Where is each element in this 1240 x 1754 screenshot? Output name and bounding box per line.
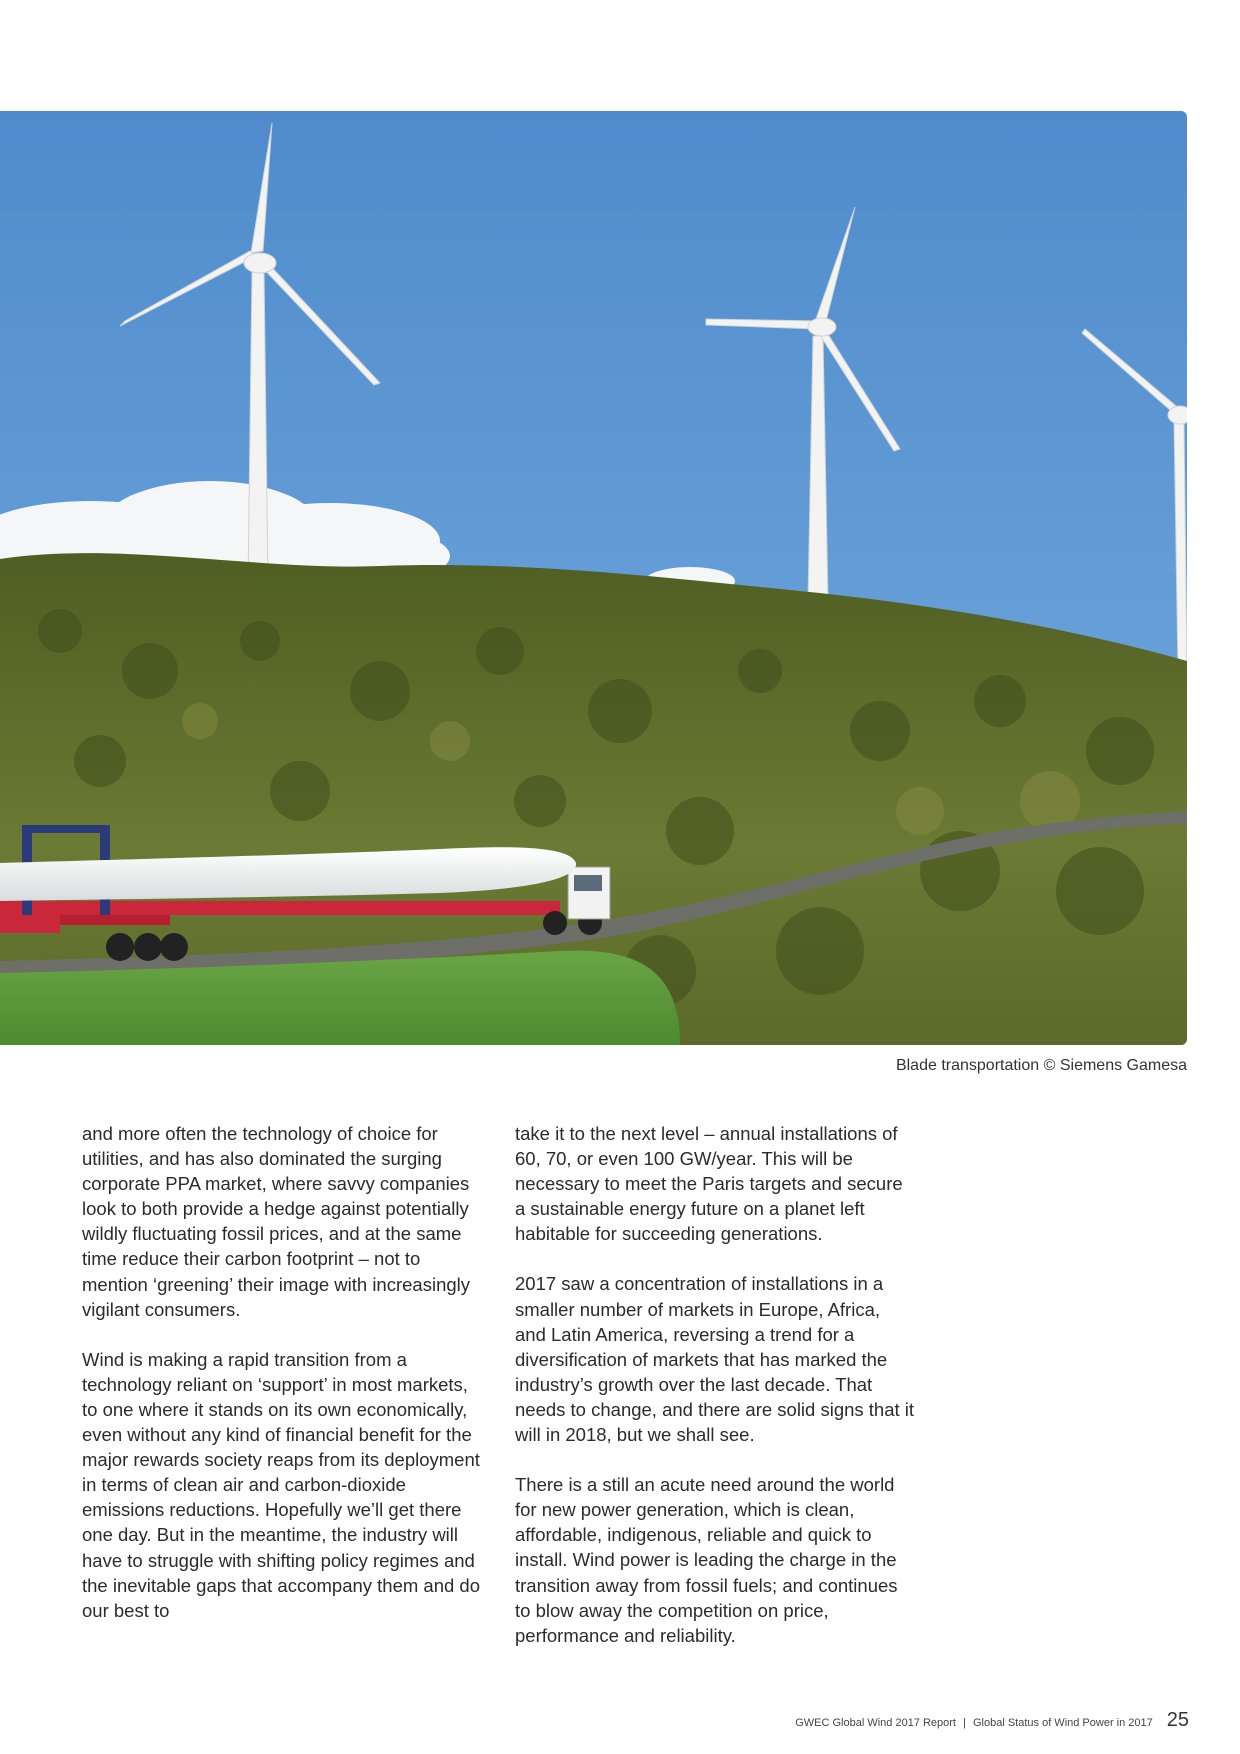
- footer-section-title: Global Status of Wind Power in 2017: [972, 1717, 1153, 1729]
- footer-separator: |: [963, 1717, 966, 1729]
- text-column-left: [82, 1121, 482, 1648]
- paragraph: take it to the next level – annual installations of 60, 70, or even 100 GW/year. This will be necessary to meet the Paris targets and secure a sustainable energy future on a planet left habitable for succeeding generations.: [515, 1123, 903, 1245]
- footer-report-title: GWEC Global Wind 2017 Report: [795, 1717, 956, 1729]
- paragraph: 2017 saw a concentration of installations in a smaller number of markets in Europe, Africa, and Latin America, reversing a trend for a diversification of markets that has marked the industry’s growth over the last decade. That needs to change, and there are solid signs that it will in 2018, but we shall see.: [515, 1273, 915, 1446]
- text-column-right: [515, 1121, 915, 1673]
- wind-turbines-photo-icon: [0, 111, 1187, 1045]
- page-number: 25: [1166, 1709, 1189, 1731]
- paragraph: and more often the technology of choice for utilities, and has also dominated the surging corporate PPA market, where savvy companies look to both provide a hedge against potentially wildly fluctuating fossil prices, and at the same time reduce their carbon footprint – not to mention ‘greening’ their image with increasingly vigilant consumers.: [82, 1123, 471, 1320]
- page-footer: [795, 1709, 1189, 1732]
- paragraph: Wind is making a rapid transition from a technology reliant on ‘support’ in most markets, to one where it stands on its own economically, even without any kind of financial benefit for the major rewards society reaps from its deployment in terms of clean air and carbon-dioxide emissions reductions. Hopefully we’ll get there one day. But in the meantime, the industry will have to struggle with shifting policy regimes and the inevitable gaps that accompany them and do our best to: [82, 1348, 481, 1621]
- photo-caption: Blade transportation © Siemens Gamesa: [895, 1057, 1187, 1074]
- paragraph: There is a still an acute need around the world for new power generation, which is clean, affordable, indigenous, reliable and quick to install. Wind power is leading the charge in the transition away from fossil fuels; and continues to blow away the competition on price, performance and reliability.: [515, 1474, 898, 1646]
- header-photo: [0, 111, 1187, 1045]
